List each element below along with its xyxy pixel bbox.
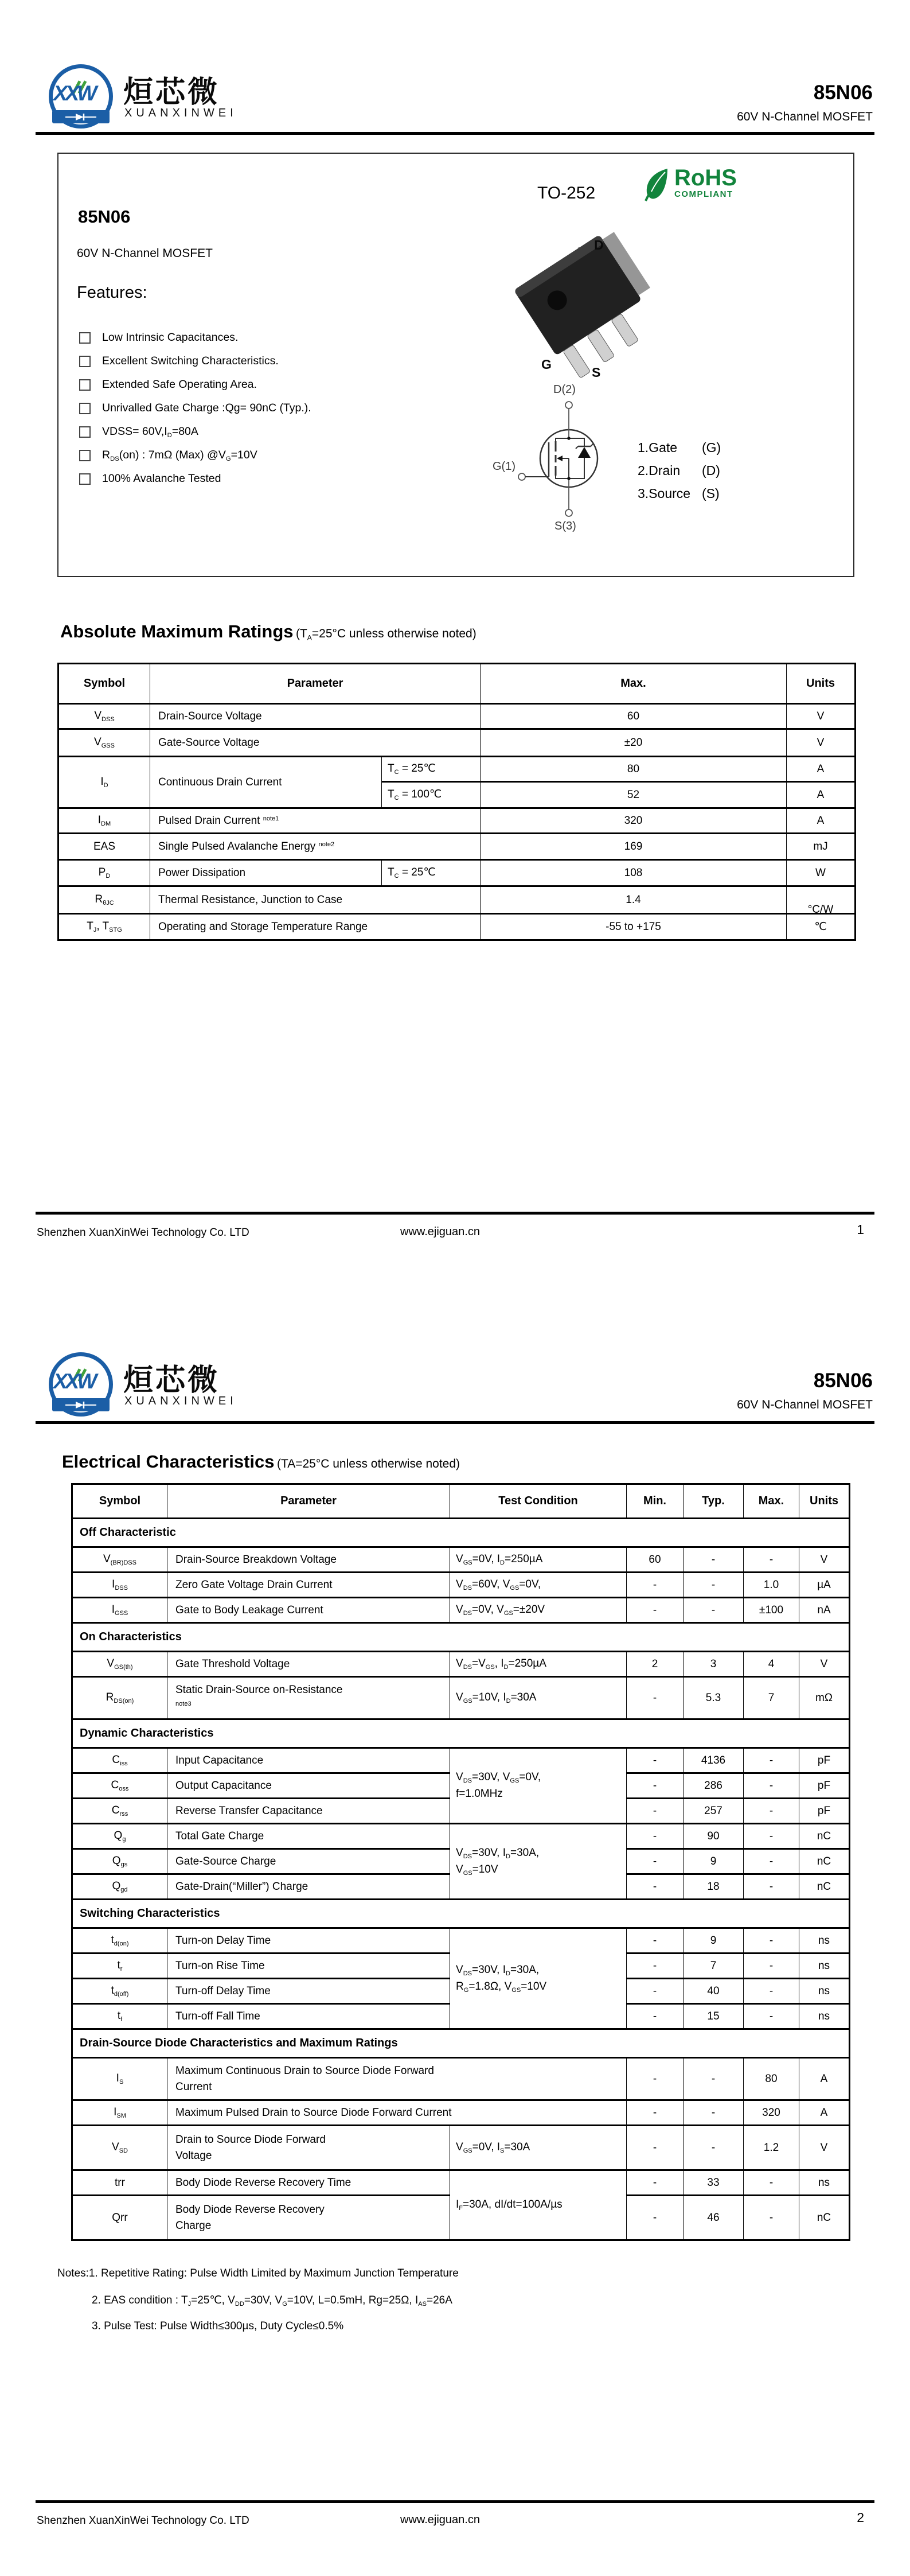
- param-cell: Single Pulsed Avalanche Energy $^{note2}$: [150, 834, 481, 860]
- typ-cell: 18: [684, 1874, 744, 1900]
- param-cell: Thermal Resistance, Junction to Case: [150, 886, 481, 914]
- param-cell: Drain to Source Diode Forward Voltage: [167, 2126, 450, 2170]
- param-cell: Operating and Storage Temperature Range: [150, 914, 481, 940]
- symbol-cell: trr: [72, 2170, 167, 2196]
- units-cell: V: [787, 704, 856, 729]
- symbol-cell: $I_{SM}$: [72, 2100, 167, 2126]
- table-row: [58, 729, 856, 757]
- pin-code: (S): [702, 485, 720, 501]
- min-cell: -: [627, 2004, 684, 2029]
- max-cell: -: [744, 2196, 799, 2240]
- schematic-pin-bottom: S(3): [554, 520, 576, 532]
- units-cell: mΩ: [799, 1677, 850, 1719]
- table-row: [58, 808, 856, 834]
- units-cell: V: [799, 2126, 850, 2170]
- typ-cell: 5.3: [684, 1677, 744, 1719]
- ec-title: Electrical Characteristics: [62, 1452, 275, 1472]
- feature-label: 100% Avalanche Tested: [102, 472, 221, 485]
- amr-subtitle: ($T_A=25^\circ C$ unless otherwise noted): [295, 627, 477, 642]
- symbol-cell: $I_{DM}$: [58, 808, 150, 834]
- units-cell: ns: [799, 1979, 850, 2004]
- max-cell: -: [744, 1824, 799, 1849]
- footer-site: www.ejiguan.cn: [400, 2513, 480, 2526]
- feature-item: [79, 373, 311, 396]
- diode-icon: [63, 112, 99, 122]
- pin-name: 2.Drain: [638, 462, 681, 478]
- max-cell: ±100: [744, 1598, 799, 1623]
- symbol-cell: $I_{DSS}$: [72, 1573, 167, 1598]
- min-cell: -: [627, 1598, 684, 1623]
- max-cell: -: [744, 1547, 799, 1573]
- symbol-cell: $t_f$: [72, 2004, 167, 2029]
- note-line: 2. EAS condition : $T_J=25℃$, $V_{DD}=30V$, $V_G=10V$, L=0.5mH, Rg=25Ω, $I_{AS}=26A$: [92, 2294, 452, 2307]
- min-cell: -: [627, 1979, 684, 2004]
- leaf-icon: [642, 166, 672, 203]
- table-row: [72, 2126, 850, 2170]
- page-number: 2: [857, 2510, 864, 2525]
- typ-cell: 3: [684, 1652, 744, 1677]
- ec-heading: [62, 1452, 460, 1472]
- diode-icon: [63, 1400, 99, 1410]
- ec-header-symbol: Symbol: [72, 1484, 167, 1519]
- feature-label: Low Intrinsic Capacitances.: [102, 331, 239, 344]
- units-cell: nC: [799, 1824, 850, 1849]
- units-cell: ns: [799, 2004, 850, 2029]
- param-cell: Power Dissipation: [150, 860, 382, 886]
- table-header-row: [58, 664, 856, 704]
- units-cell: pF: [799, 1773, 850, 1799]
- section-title: Dynamic Characteristics: [72, 1719, 850, 1748]
- table-header-row: [72, 1484, 850, 1519]
- max-cell: 320: [481, 808, 787, 834]
- cond-cell: $V_{GS}=0V$, $I_S=30A$: [450, 2126, 627, 2170]
- typ-cell: 7: [684, 1954, 744, 1979]
- symbol-cell: $P_D$: [58, 860, 150, 886]
- part-subtitle: 60V N-Channel MOSFET: [737, 1398, 873, 1411]
- max-cell: 1.2: [744, 2126, 799, 2170]
- max-cell: -: [744, 1928, 799, 1954]
- cond-cell: $V_{DS}=30V$, $I_D=30A$, $R_G=1.8\Omega$, $V_{GS}=10V$: [450, 1928, 627, 2029]
- section-row: [72, 1623, 850, 1652]
- section-title: Drain-Source Diode Characteristics and Maximum Ratings: [72, 2029, 850, 2058]
- units-cell: ns: [799, 2170, 850, 2196]
- cond-cell: $V_{DS}=30V$, $I_D=30A$, $V_{GS}=10V$: [450, 1824, 627, 1900]
- symbol-cell: $C_{oss}$: [72, 1773, 167, 1799]
- max-cell: -: [744, 1874, 799, 1900]
- symbol-cell: Qrr: [72, 2196, 167, 2240]
- info-box: [57, 153, 854, 577]
- param-cell: Total Gate Charge: [167, 1824, 450, 1849]
- min-cell: -: [627, 2058, 684, 2100]
- min-cell: -: [627, 1824, 684, 1849]
- checkbox-icon: [79, 426, 91, 438]
- units-cell: °C/W: [787, 886, 856, 914]
- cond-cell: $V_{DS}=0V$, $V_{GS}=\pm 20V$: [450, 1598, 627, 1623]
- max-cell: -: [744, 1954, 799, 1979]
- param-cell: Turn-on Delay Time: [167, 1928, 450, 1954]
- param-cell: Body Diode Reverse Recovery Time: [167, 2170, 450, 2196]
- box-part-number: 85N06: [78, 207, 131, 227]
- units-cell: ns: [799, 1954, 850, 1979]
- table-row: [72, 1748, 850, 1773]
- param-cell: Pulsed Drain Current $^{note1}$: [150, 808, 481, 834]
- ec-subtitle: (TA=25°C unless otherwise noted): [276, 1457, 460, 1470]
- max-cell: 7: [744, 1677, 799, 1719]
- footer-company: Shenzhen XuanXinWei Technology Co. LTD: [37, 2515, 249, 2527]
- min-cell: -: [627, 2126, 684, 2170]
- brand-name-cn: 烜芯微: [123, 1364, 220, 1397]
- max-cell: -: [744, 1773, 799, 1799]
- amr-header-symbol: Symbol: [58, 664, 150, 704]
- pin-list-item: [638, 482, 721, 505]
- feature-item: [79, 326, 311, 349]
- section-row: [72, 1719, 850, 1748]
- logo-band: [52, 1398, 110, 1411]
- cond-cell: $V_{GS}=0V$, $I_D=250\mu A$: [450, 1547, 627, 1573]
- typ-cell: -: [684, 1598, 744, 1623]
- ec-header-max: Max.: [744, 1484, 799, 1519]
- param-cell: Gate to Body Leakage Current: [167, 1598, 450, 1623]
- units-cell: µA: [799, 1573, 850, 1598]
- min-cell: 60: [627, 1547, 684, 1573]
- part-number: 85N06: [813, 1369, 873, 1392]
- max-cell: 169: [481, 834, 787, 860]
- checkbox-icon: [79, 403, 91, 414]
- footer-rule: [36, 2500, 874, 2503]
- units-cell: V: [787, 729, 856, 757]
- units-cell: V: [799, 1547, 850, 1573]
- checkbox-icon: [79, 379, 91, 391]
- header-rule: [36, 132, 874, 135]
- units-cell: nC: [799, 1849, 850, 1874]
- feature-label: $R_{DS}(on)$ : 7mΩ (Max) $@V_G=10V$: [102, 448, 257, 462]
- typ-cell: 90: [684, 1824, 744, 1849]
- cond-cell: $T_C$ = 25℃: [382, 860, 481, 886]
- units-cell: ℃: [787, 914, 856, 940]
- checkbox-icon: [79, 450, 91, 461]
- min-cell: 2: [627, 1652, 684, 1677]
- package-pin-label-d: D: [594, 238, 604, 252]
- min-cell: -: [627, 1799, 684, 1824]
- abs-max-ratings-table: [57, 663, 856, 941]
- cond-cell: $V_{DS}=60V$, $V_{GS}=0V$,: [450, 1573, 627, 1598]
- pin-list-item: [638, 459, 721, 482]
- table-row: [72, 2170, 850, 2196]
- symbol-cell: $Q_g$: [72, 1824, 167, 1849]
- units-cell: A: [787, 782, 856, 808]
- max-cell: -: [744, 2004, 799, 2029]
- footer-company: Shenzhen XuanXinWei Technology Co. LTD: [37, 1227, 249, 1239]
- part-subtitle: 60V N-Channel MOSFET: [737, 110, 873, 123]
- table-row: [72, 1573, 850, 1598]
- typ-cell: -: [684, 2100, 744, 2126]
- pin-list: [638, 436, 721, 505]
- symbol-cell: $t_{d(on)}$: [72, 1928, 167, 1954]
- symbol-cell: $t_{d(off)}$: [72, 1979, 167, 2004]
- section-row: [72, 2029, 850, 2058]
- cond-cell: $V_{GS}=10V$, $I_D=30A$: [450, 1677, 627, 1719]
- table-row: [72, 2100, 850, 2126]
- units-cell: nA: [799, 1598, 850, 1623]
- max-cell: 320: [744, 2100, 799, 2126]
- param-cell: Reverse Transfer Capacitance: [167, 1799, 450, 1824]
- table-row: [72, 1677, 850, 1719]
- typ-cell: 4136: [684, 1748, 744, 1773]
- symbol-cell: $C_{rss}$: [72, 1799, 167, 1824]
- logo-band: [52, 110, 110, 123]
- schematic-pin-top: D(2): [553, 383, 576, 396]
- symbol-cell: $I_{GSS}$: [72, 1598, 167, 1623]
- min-cell: -: [627, 1677, 684, 1719]
- checkbox-icon: [79, 332, 91, 344]
- box-part-subtitle: 60V N-Channel MOSFET: [77, 247, 213, 260]
- pin-code: (D): [702, 462, 720, 478]
- min-cell: -: [627, 1748, 684, 1773]
- symbol-cell: $t_r$: [72, 1954, 167, 1979]
- footer-rule: [36, 1212, 874, 1215]
- amr-header-parameter: Parameter: [150, 664, 481, 704]
- units-cell: A: [799, 2100, 850, 2126]
- header-rule: [36, 1421, 874, 1424]
- rohs-compliant-label: COMPLIANT: [674, 189, 733, 199]
- cond-cell: $V_{DS}=30V$, $V_{GS}=0V$, f=1.0MHz: [450, 1748, 627, 1824]
- checkbox-icon: [79, 473, 91, 485]
- symbol-cell: $C_{iss}$: [72, 1748, 167, 1773]
- pin-name: 3.Source: [638, 485, 691, 501]
- cond-cell: $I_F=30A$, dI/dt=100A/µs: [450, 2170, 627, 2240]
- table-row: [58, 704, 856, 729]
- typ-cell: -: [684, 2058, 744, 2100]
- checkbox-icon: [79, 356, 91, 367]
- note-line: 3. Pulse Test: Pulse Width≤300µs, Duty Cycle≤0.5%: [92, 2320, 344, 2332]
- max-cell: 80: [481, 757, 787, 782]
- rohs-title: RoHS: [674, 165, 737, 190]
- feature-item: [79, 420, 311, 443]
- to252-package-icon: [493, 224, 672, 396]
- param-cell: Turn-off Delay Time: [167, 1979, 450, 2004]
- param-cell: Output Capacitance: [167, 1773, 450, 1799]
- feature-label: VDSS= $60V,I_D=80A$: [102, 425, 198, 439]
- table-row: [58, 886, 856, 914]
- typ-cell: 286: [684, 1773, 744, 1799]
- min-cell: -: [627, 1928, 684, 1954]
- min-cell: -: [627, 2196, 684, 2240]
- section-row: [72, 1900, 850, 1928]
- min-cell: -: [627, 1773, 684, 1799]
- units-cell: pF: [799, 1748, 850, 1773]
- param-cell: Turn-on Rise Time: [167, 1954, 450, 1979]
- typ-cell: -: [684, 1573, 744, 1598]
- features-title: Features:: [77, 283, 147, 302]
- ec-header-min: Min.: [627, 1484, 684, 1519]
- units-cell: nC: [799, 1874, 850, 1900]
- symbol-cell: $V_{SD}$: [72, 2126, 167, 2170]
- units-cell: V: [799, 1652, 850, 1677]
- units-cell: A: [787, 808, 856, 834]
- max-cell: 80: [744, 2058, 799, 2100]
- symbol-cell: $T_J$, $T_{STG}$: [58, 914, 150, 940]
- param-cell: Gate Threshold Voltage: [167, 1652, 450, 1677]
- brand-name-latin: XUANXINWEI: [124, 107, 237, 119]
- typ-cell: 9: [684, 1928, 744, 1954]
- max-cell: -: [744, 1979, 799, 2004]
- units-cell: W: [787, 860, 856, 886]
- section-row: [72, 1519, 850, 1547]
- pin-list-item: [638, 436, 721, 459]
- ec-header-test-condition: Test Condition: [450, 1484, 627, 1519]
- max-cell: 60: [481, 704, 787, 729]
- cond-cell: $T_C$ = 25℃: [382, 757, 481, 782]
- logo-xxw: XXW: [53, 81, 95, 105]
- rohs-logo: [642, 166, 737, 203]
- ec-header-typ: Typ.: [684, 1484, 744, 1519]
- units-cell: ns: [799, 1928, 850, 1954]
- max-cell: ±20: [481, 729, 787, 757]
- symbol-cell: $V_{(BR)DSS}$: [72, 1547, 167, 1573]
- package-pin-label-g: G: [541, 357, 552, 372]
- logo-xxw: XXW: [53, 1369, 95, 1393]
- table-row: [72, 2058, 850, 2100]
- feature-label: Extended Safe Operating Area.: [102, 378, 257, 391]
- page-number: 1: [857, 1222, 864, 1237]
- min-cell: -: [627, 2170, 684, 2196]
- note-line: Notes:1. Repetitive Rating: Pulse Width Limited by Maximum Junction Temperature: [57, 2267, 459, 2279]
- min-cell: -: [627, 1849, 684, 1874]
- symbol-cell: EAS: [58, 834, 150, 860]
- typ-cell: 257: [684, 1799, 744, 1824]
- max-cell: -: [744, 1799, 799, 1824]
- electrical-characteristics-table: [71, 1483, 850, 2241]
- table-row: [72, 1598, 850, 1623]
- param-cell: Maximum Continuous Drain to Source Diode Forward Current: [167, 2058, 627, 2100]
- max-cell: 108: [481, 860, 787, 886]
- symbol-cell: $Q_{gd}$: [72, 1874, 167, 1900]
- param-cell: Static Drain-Source on-Resistance $^{note3}$: [167, 1677, 450, 1719]
- symbol-cell: $R_{\theta JC}$: [58, 886, 150, 914]
- package-pin-label-s: S: [592, 365, 601, 380]
- section-title: On Characteristics: [72, 1623, 850, 1652]
- table-row: [58, 757, 856, 782]
- symbol-cell: $R_{DS(on)}$: [72, 1677, 167, 1719]
- footer-site: www.ejiguan.cn: [400, 1225, 480, 1238]
- min-cell: -: [627, 1874, 684, 1900]
- param-cell: Gate-Source Voltage: [150, 729, 481, 757]
- table-row: [58, 834, 856, 860]
- min-cell: -: [627, 1954, 684, 1979]
- table-row: [58, 914, 856, 940]
- param-cell: Zero Gate Voltage Drain Current: [167, 1573, 450, 1598]
- feature-item: [79, 443, 311, 467]
- typ-cell: 40: [684, 1979, 744, 2004]
- cond-cell: $V_{DS}=V_{GS}$, $I_D=250\mu A$: [450, 1652, 627, 1677]
- amr-header-units: Units: [787, 664, 856, 704]
- units-cell: mJ: [787, 834, 856, 860]
- amr-heading: [60, 621, 477, 642]
- brand-name-cn: 烜芯微: [123, 76, 220, 109]
- typ-cell: -: [684, 2126, 744, 2170]
- brand-logo: [49, 63, 244, 135]
- symbol-cell: $V_{GSS}$: [58, 729, 150, 757]
- cond-cell: $T_C$ = 100℃: [382, 782, 481, 808]
- max-cell: -: [744, 1748, 799, 1773]
- typ-cell: 46: [684, 2196, 744, 2240]
- typ-cell: 33: [684, 2170, 744, 2196]
- max-cell: 1.0: [744, 1573, 799, 1598]
- package-label: TO-252: [537, 184, 596, 203]
- features-list: [79, 326, 311, 491]
- units-cell: A: [787, 757, 856, 782]
- section-title: Off Characteristic: [72, 1519, 850, 1547]
- param-cell: Gate-Drain(“Miller”) Charge: [167, 1874, 450, 1900]
- max-cell: 52: [481, 782, 787, 808]
- symbol-cell: $I_D$: [58, 757, 150, 808]
- section-title: Switching Characteristics: [72, 1900, 850, 1928]
- schematic-pin-left: G(1): [493, 460, 515, 473]
- max-cell: -55 to +175: [481, 914, 787, 940]
- param-cell: Body Diode Reverse Recovery Charge: [167, 2196, 450, 2240]
- param-cell: Gate-Source Charge: [167, 1849, 450, 1874]
- package-image: [493, 224, 672, 396]
- ec-header-parameter: Parameter: [167, 1484, 450, 1519]
- param-cell: Maximum Pulsed Drain to Source Diode Forward Current: [167, 2100, 627, 2126]
- brand-logo: [49, 1351, 244, 1423]
- feature-label: Excellent Switching Characteristics.: [102, 355, 279, 367]
- param-cell: Drain-Source Voltage: [150, 704, 481, 729]
- param-cell: Input Capacitance: [167, 1748, 450, 1773]
- param-cell: Turn-off Fall Time: [167, 2004, 450, 2029]
- table-row: [72, 1652, 850, 1677]
- symbol-cell: $V_{GS(th)}$: [72, 1652, 167, 1677]
- min-cell: -: [627, 2100, 684, 2126]
- max-cell: 1.4: [481, 886, 787, 914]
- part-number: 85N06: [813, 81, 873, 104]
- pin-name: 1.Gate: [638, 439, 678, 455]
- pin-code: (G): [702, 439, 721, 455]
- table-row: [72, 1928, 850, 1954]
- table-row: [72, 1824, 850, 1849]
- min-cell: -: [627, 1573, 684, 1598]
- feature-item: [79, 467, 311, 491]
- typ-cell: -: [684, 1547, 744, 1573]
- ec-header-units: Units: [799, 1484, 850, 1519]
- symbol-cell: $I_S$: [72, 2058, 167, 2100]
- units-cell: nC: [799, 2196, 850, 2240]
- brand-name-latin: XUANXINWEI: [124, 1395, 237, 1407]
- feature-item: [79, 396, 311, 420]
- param-cell: Continuous Drain Current: [150, 757, 382, 808]
- table-row: [72, 1547, 850, 1573]
- typ-cell: 15: [684, 2004, 744, 2029]
- units-cell: A: [799, 2058, 850, 2100]
- feature-label: Unrivalled Gate Charge :Qg= 90nC (Typ.).: [102, 402, 311, 414]
- units-cell: pF: [799, 1799, 850, 1824]
- symbol-cell: $V_{DSS}$: [58, 704, 150, 729]
- max-cell: 4: [744, 1652, 799, 1677]
- table-row: [58, 860, 856, 886]
- symbol-cell: $Q_{gs}$: [72, 1849, 167, 1874]
- page-2: [0, 1288, 910, 2576]
- typ-cell: 9: [684, 1849, 744, 1874]
- param-cell: Drain-Source Breakdown Voltage: [167, 1547, 450, 1573]
- feature-item: [79, 349, 311, 373]
- amr-header-max: Max.: [481, 664, 787, 704]
- amr-title: Absolute Maximum Ratings: [60, 621, 294, 641]
- max-cell: -: [744, 1849, 799, 1874]
- max-cell: -: [744, 2170, 799, 2196]
